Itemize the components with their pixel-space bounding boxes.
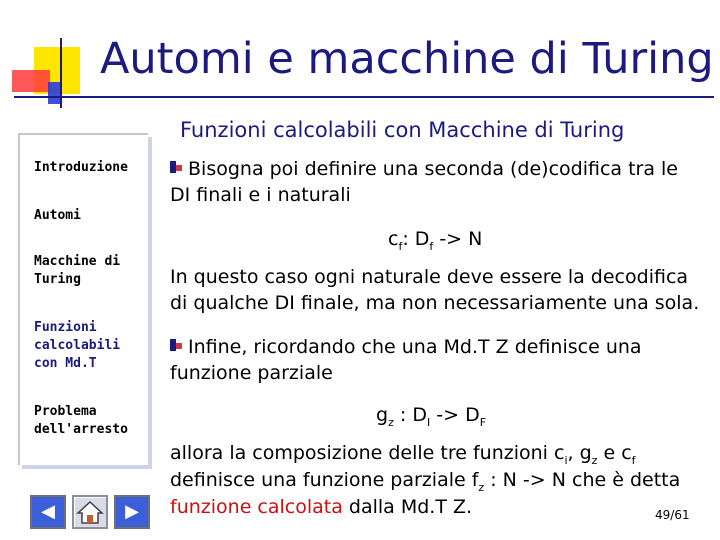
paragraph-2-line-1: In questo caso ogni naturale deve essere la decodifica [170, 266, 689, 288]
arrow-right-icon: ▶ [125, 501, 139, 522]
paragraph-4-line-2: definisce una funzione parziale $f_z$ : N -> N che è detta [170, 469, 681, 494]
highlighted-term: funzione calcolata [170, 496, 343, 518]
sidebar-item-macchine-di-turing[interactable]: Macchine di Turing [34, 254, 121, 287]
paragraph-2-line-2: di qualche DI finale, ma non necessariamente una sola. [170, 292, 700, 314]
decor-horizontal-line [14, 96, 714, 98]
paragraph-1-line-1: Bisogna poi definire una seconda (de)codifica tra le [188, 158, 678, 180]
prev-slide-button[interactable] [30, 495, 66, 529]
bullet-icon [170, 339, 182, 351]
bullet-icon [170, 161, 182, 173]
paragraph-1-line-2: DI finali e i naturali [170, 184, 351, 206]
paragraph-3-line-2: funzione parziale [170, 362, 333, 384]
sidebar-item-introduzione[interactable]: Introduzione [34, 160, 128, 175]
home-button[interactable] [72, 495, 108, 529]
sidebar-item-funzioni-calcolabili[interactable]: Funzioni calcolabili con Md.T [34, 320, 121, 371]
slide-title: Automi e macchine di Turing [100, 34, 714, 84]
arrow-left-icon: ◀ [41, 501, 55, 522]
formula-gz: $g_z$ : $D_I -> D_F$ [376, 404, 487, 429]
slide-subtitle: Funzioni calcolabili con Macchine di Turing [180, 118, 625, 142]
paragraph-3-line-1: Infine, ricordando che una Md.T Z definisce una [188, 336, 642, 358]
sidebar-item-automi[interactable]: Automi [34, 208, 81, 223]
page-number: 49/61 [655, 508, 690, 522]
decor-bar-red [12, 70, 50, 92]
paragraph-4-line-1: allora la composizione delle tre funzioni $c_i$, $g_z$ e $c_f$ [170, 442, 636, 467]
formula-cf: $c_f$: $D_f -> N$ [388, 228, 483, 253]
paragraph-4-line-3: funzione calcolata dalla Md.T Z. [170, 496, 473, 518]
sidebar-item-problema-arresto[interactable]: Problema dell'arresto [34, 404, 128, 437]
sidebar [18, 133, 148, 465]
next-slide-button[interactable] [114, 495, 150, 529]
home-icon [74, 497, 106, 527]
